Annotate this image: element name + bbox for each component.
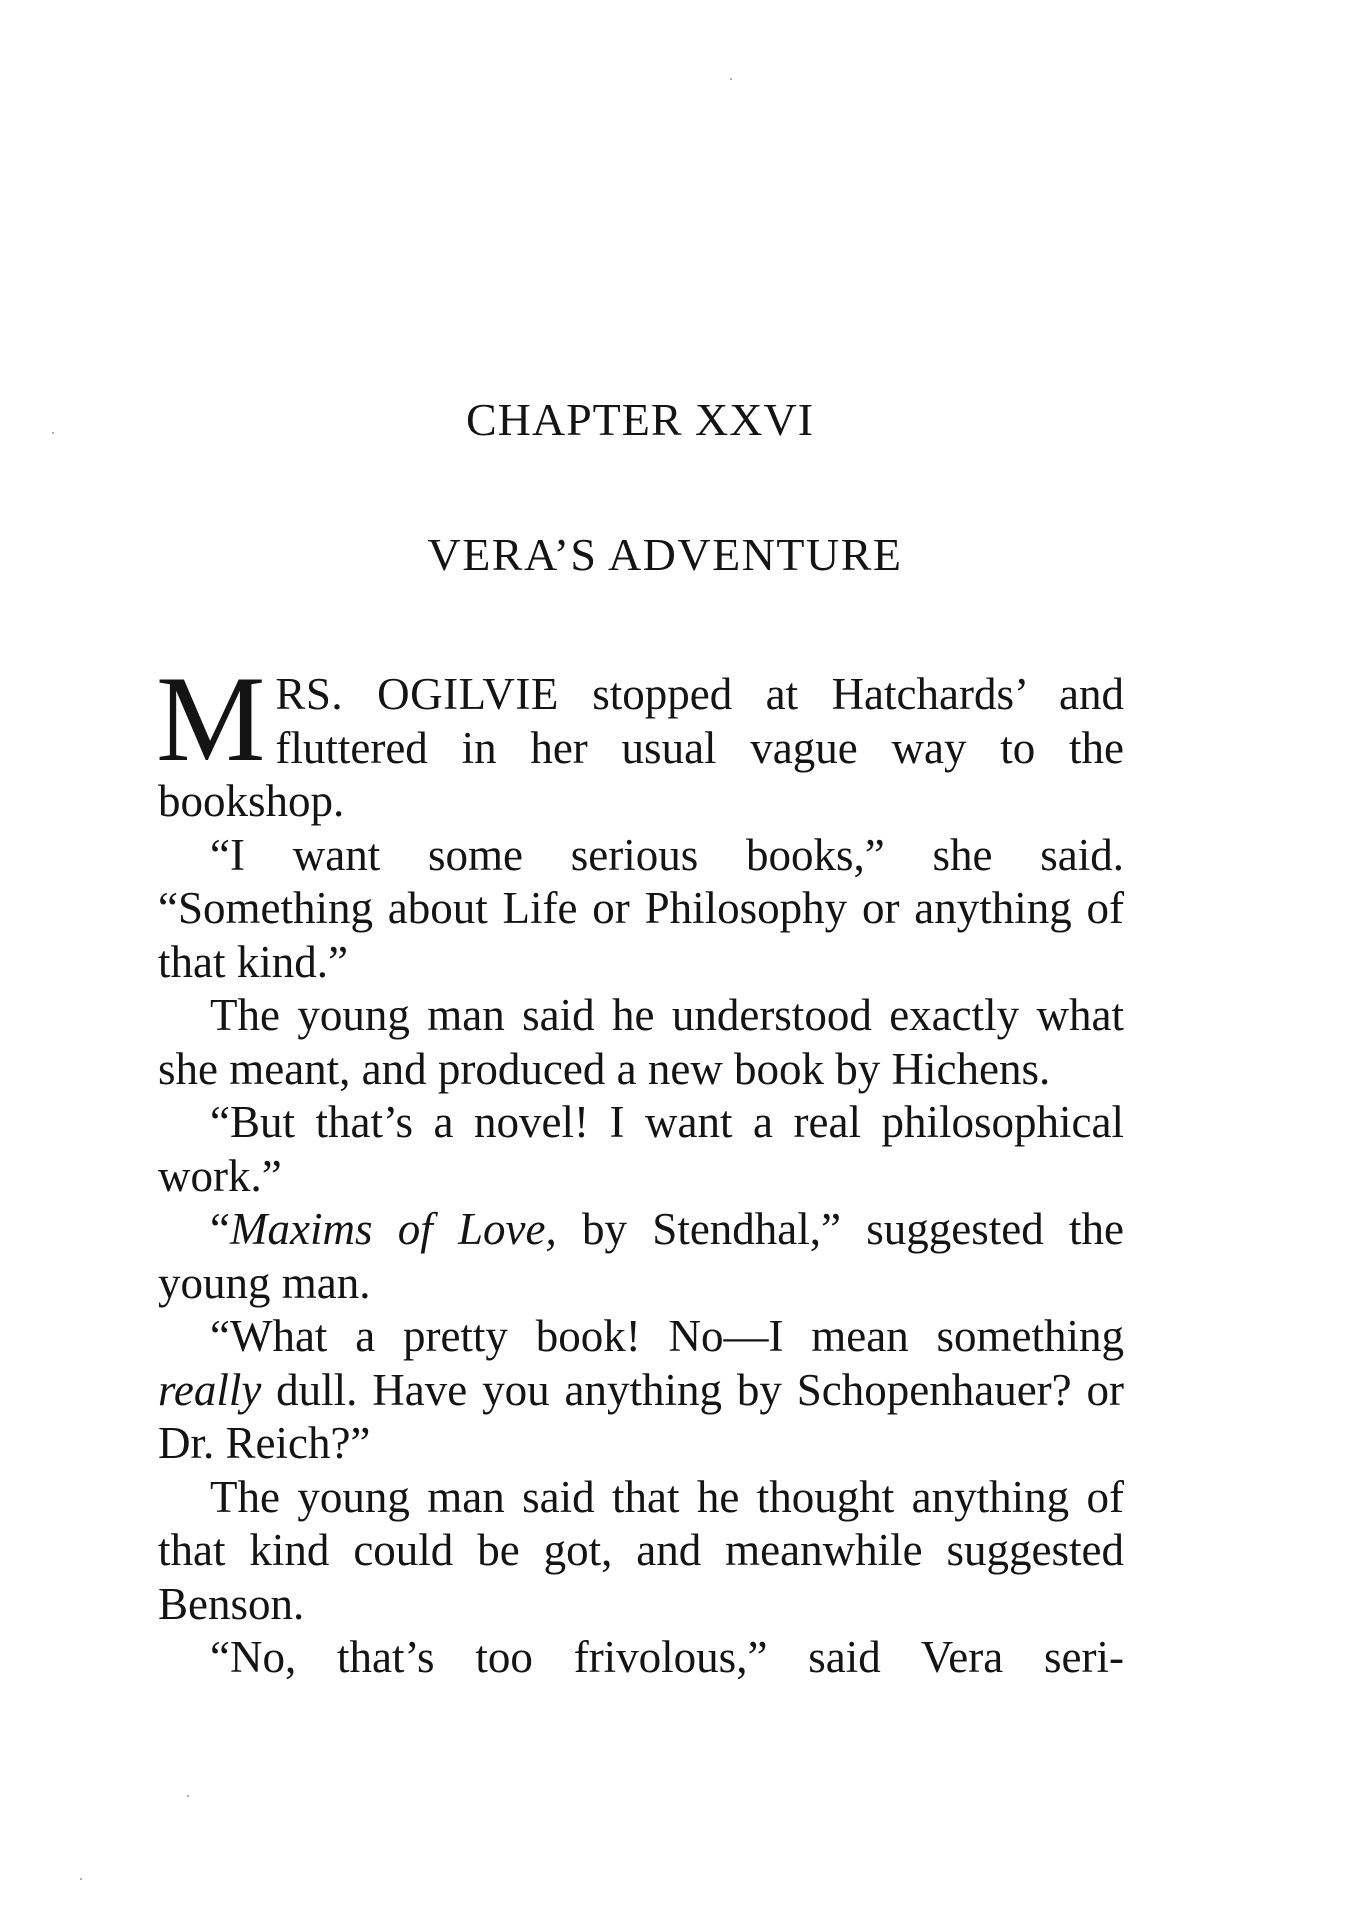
book-title-italic: Maxims of Love, bbox=[229, 1204, 557, 1254]
paper-speck bbox=[730, 78, 732, 80]
chapter-body bbox=[156, 650, 1125, 1685]
paragraph-text: dull. Have you anything by Schopenhauer? or Dr. Reich?” bbox=[158, 1364, 1124, 1468]
paragraph-8 bbox=[158, 1631, 1124, 1685]
paragraph-1 bbox=[156, 650, 1125, 829]
paper-speck bbox=[52, 432, 54, 434]
paragraph-lead: “What a pretty book! No—I mean something bbox=[210, 1311, 1124, 1361]
paragraph-text: by Stendhal,” suggested the young man. bbox=[158, 1204, 1124, 1308]
chapter-number: CHAPTER XXVI bbox=[465, 394, 815, 445]
paper-speck bbox=[187, 1795, 189, 1797]
paragraph-4 bbox=[158, 1096, 1124, 1203]
paper-speck bbox=[80, 1878, 82, 1880]
paragraph-text: stopped at Hatchards’ and fluttered in her usual vague way to the bookshop. bbox=[158, 669, 1125, 826]
paragraph-5 bbox=[158, 1203, 1124, 1310]
paragraph-6 bbox=[158, 1310, 1124, 1471]
paragraph-text: “But that’s a novel! I want a real philosophical work.” bbox=[158, 1097, 1124, 1201]
paragraph-text: “No, that’s too frivolous,” said Vera seri- bbox=[210, 1632, 1124, 1682]
paragraph-lead: “ bbox=[210, 1204, 230, 1254]
paragraph-text: The young man said he understood exactly what she meant, and produced a new book by Hichens. bbox=[158, 990, 1124, 1094]
chapter-title: VERA’S ADVENTURE bbox=[427, 529, 903, 580]
paragraph-text: “I want some serious books,” she said. “Something about Life or Philosophy or anything of that kind.” bbox=[158, 829, 1124, 987]
opening-words: RS. OGILVIE bbox=[275, 669, 559, 719]
paragraph-3 bbox=[158, 989, 1124, 1096]
paragraph-text: The young man said that he thought anything of that kind could be got, and meanwhile suggested Benson. bbox=[158, 1471, 1124, 1629]
paragraph-2 bbox=[158, 829, 1124, 990]
emphasis-italic: really bbox=[158, 1364, 262, 1415]
drop-cap: M bbox=[156, 650, 266, 787]
paragraph-7 bbox=[158, 1471, 1124, 1632]
